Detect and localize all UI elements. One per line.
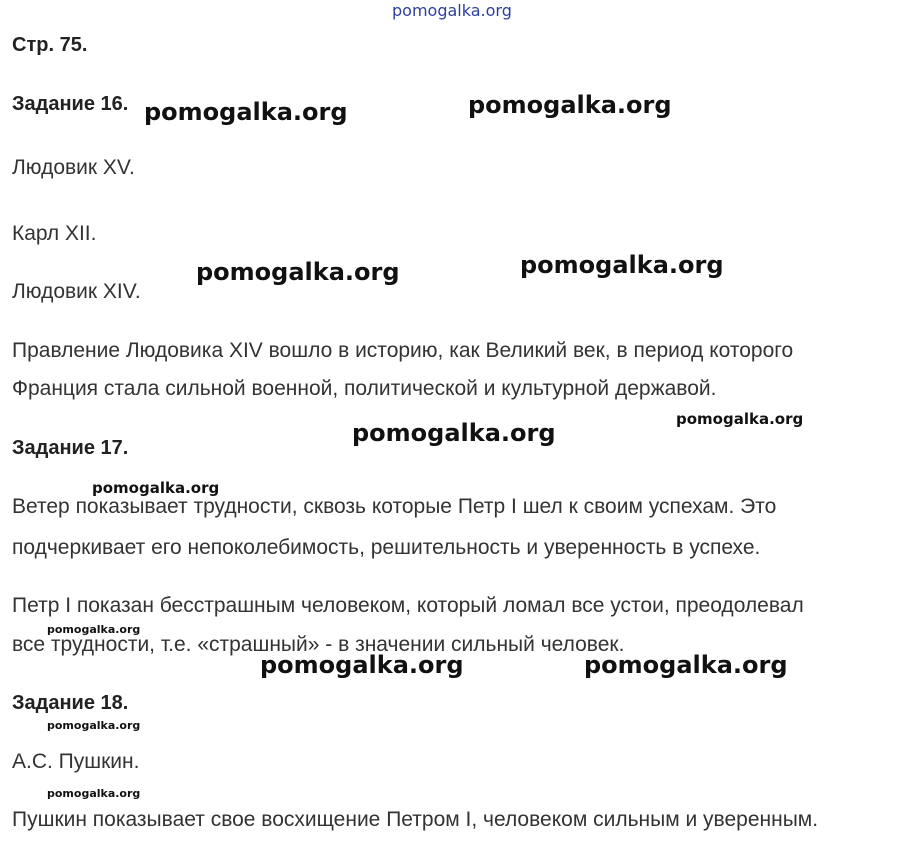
watermark: pomogalka.org [92, 479, 220, 497]
watermark: pomogalka.org [144, 98, 348, 126]
task-17-heading: Задание 17. [12, 437, 129, 459]
watermark-top: pomogalka.org [392, 1, 512, 20]
task-18-answer: А.С. Пушкин. [12, 750, 140, 773]
task-16-answer-2: Карл XII. [12, 222, 97, 245]
watermark: pomogalka.org [47, 787, 141, 800]
page-label: Стр. 75. [12, 34, 88, 56]
task-16-heading: Задание 16. [12, 93, 129, 115]
watermark: pomogalka.org [47, 719, 141, 732]
watermark: pomogalka.org [676, 410, 804, 428]
task-17-paragraph-1-line-1: Ветер показывает трудности, сквозь которые Петр I шел к своим успехам. Это [12, 495, 777, 518]
task-17-paragraph-2-line-1: Петр I показан бесстрашным человеком, который ломал все устои, преодолевал [12, 594, 804, 617]
task-16-answer-1: Людовик XV. [12, 156, 135, 179]
watermark: pomogalka.org [584, 651, 788, 679]
task-18-paragraph: Пушкин показывает свое восхищение Петром I, человеком сильным и уверенным. [12, 808, 819, 831]
task-17-paragraph-1-line-2: подчеркивает его непоколебимость, решительность и уверенность в успехе. [12, 536, 761, 559]
watermark: pomogalka.org [47, 623, 141, 636]
watermark: pomogalka.org [260, 651, 464, 679]
task-16-paragraph-line-1: Правление Людовика XIV вошло в историю, как Великий век, в период которого [12, 339, 794, 362]
task-18-heading: Задание 18. [12, 692, 129, 714]
task-16-paragraph-line-2: Франция стала сильной военной, политической и культурной державой. [12, 377, 717, 400]
task-17-paragraph-2-line-2: все трудности, т.е. «страшный» - в значении сильный человек. [12, 633, 625, 656]
watermark: pomogalka.org [196, 258, 400, 286]
task-16-answer-3: Людовик XIV. [12, 280, 141, 303]
watermark: pomogalka.org [520, 251, 724, 279]
watermark: pomogalka.org [352, 419, 556, 447]
watermark: pomogalka.org [468, 91, 672, 119]
